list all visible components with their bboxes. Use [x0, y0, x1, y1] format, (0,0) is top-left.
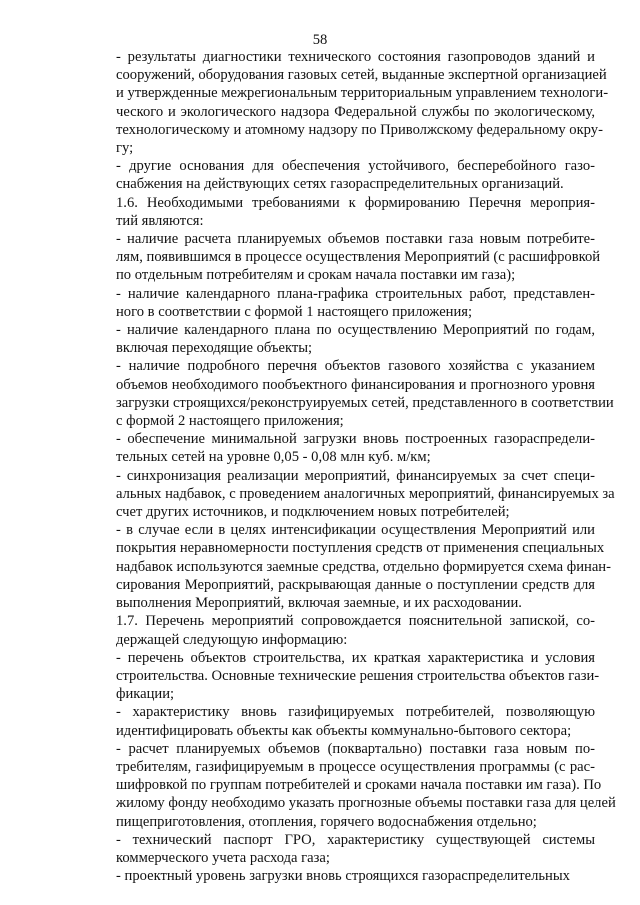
text-line: ческого и экологического надзора Федеральной службы по экологическому,	[116, 103, 595, 120]
paragraph	[79, 157, 595, 193]
text-line: тий являются:	[116, 212, 204, 229]
text-line: шифровкой по группам потребителей и сроками начала поставки им газа). По	[116, 777, 602, 794]
paragraph	[79, 703, 595, 739]
text-line: по отдельным потребителям и срокам начала поставки им газа);	[116, 267, 516, 284]
text-line: - наличие календарного плана по осуществлению Мероприятий по годам,	[116, 322, 595, 339]
text-line: - наличие подробного перечня объектов газового хозяйства с указанием	[116, 358, 595, 375]
text-line: держащей следующую информацию:	[116, 631, 348, 648]
text-line: ного в соответствии с формой 1 настоящего приложения;	[116, 303, 473, 320]
text-line: - синхронизация реализации мероприятий, финансируемых за счет специ-	[116, 467, 595, 484]
text-line: выполнения Мероприятий, включая заемные, и их расходовании.	[116, 595, 522, 612]
text-line: строительства. Основные технические решения строительства объектов гази-	[116, 667, 600, 684]
paragraph	[79, 612, 595, 648]
text-line: - результаты диагностики технического состояния газопроводов зданий и	[116, 49, 595, 65]
text-line: включая переходящие объекты;	[116, 340, 313, 357]
text-line: 1.6. Необходимыми требованиями к формированию Перечня мероприя-	[116, 194, 595, 211]
text-line: - обеспечение минимальной загрузки вновь построенных газораспредели-	[116, 431, 595, 448]
document-body	[79, 48, 616, 885]
paragraph	[79, 285, 595, 321]
text-line: коммерческого учета расхода газа;	[116, 849, 330, 866]
text-line: - другие основания для обеспечения устойчивого, бесперебойного газо-	[116, 158, 595, 175]
text-line: - наличие расчета планируемых объемов поставки газа новым потребите-	[116, 231, 595, 248]
text-line: - в случае если в целях интенсификации осуществления Мероприятий или	[116, 522, 595, 539]
paragraph	[79, 867, 595, 885]
text-line: загрузки строящихся/реконструируемых сетей, представленного в соответствии	[116, 394, 614, 411]
text-line: пищеприготовления, отопления, горячего водоснабжения отдельно;	[116, 813, 537, 830]
paragraph	[79, 521, 611, 612]
paragraph	[79, 831, 595, 867]
text-line: покрытия неравномерности поступления средств от применения специальных	[116, 540, 605, 557]
text-line: требителям, газифицируемым в процессе осуществления программы (с рас-	[116, 758, 595, 775]
text-line: фикации;	[116, 686, 175, 703]
text-line: - наличие календарного плана-графика строительных работ, представлен-	[116, 285, 595, 302]
text-line: снабжения на действующих сетях газораспределительных организаций.	[116, 176, 564, 193]
text-line: с формой 2 настоящего приложения;	[116, 413, 344, 430]
text-line: 1.7. Перечень мероприятий сопровождается пояснительной запиской, со-	[116, 613, 595, 630]
text-line: сирования Мероприятий, раскрывающая данные о поступлении средств для	[116, 576, 595, 593]
page-number: 58	[312, 32, 328, 48]
text-line: и утвержденные межрегиональным территориальным управлением технологи-	[116, 85, 609, 102]
paragraph	[79, 321, 595, 357]
text-line: сооружений, оборудования газовых сетей, выданные экспертной организацией	[116, 67, 607, 84]
text-line: идентифицировать объекты как объекты коммунально-бытового сектора;	[116, 722, 572, 739]
paragraph	[79, 357, 614, 430]
paragraph	[79, 430, 595, 466]
text-line: надбавок используются заемные средства, отдельно формируется схема финан-	[116, 558, 611, 575]
text-line: - характеристику вновь газифицируемых потребителей, позволяющую	[116, 704, 595, 721]
text-line: - расчет планируемых объемов (поквартально) поставки газа новым по-	[116, 740, 595, 757]
text-line: - технический паспорт ГРО, характеристику существующей системы	[116, 831, 595, 848]
text-line: лям, появившимся в процессе осуществления Мероприятий (с расшифровкой	[116, 249, 601, 266]
text-line: объемов необходимого пообъектного финансирования и прогнозного уровня	[116, 376, 595, 393]
text-line: технологическому и атомному надзору по Приволжскому федеральному окру-	[116, 121, 603, 138]
paragraph	[79, 230, 601, 285]
paragraph	[79, 467, 615, 522]
text-line: тельных сетей на уровне 0,05 - 0,08 млн куб. м/км;	[116, 449, 431, 466]
paragraph	[79, 740, 616, 831]
text-line: гу;	[116, 140, 134, 157]
text-line: - перечень объектов строительства, их краткая характеристика и условия	[116, 649, 595, 666]
text-line: - проектный уровень загрузки вновь строящихся газораспределительных	[116, 868, 570, 885]
text-line: жилому фонду необходимо указать прогнозные объемы поставки газа для целей	[116, 795, 616, 812]
paragraph	[79, 194, 595, 230]
text-line: счет других источников, и подключением новых потребителей;	[116, 504, 510, 521]
text-line: альных надбавок, с проведением аналогичных мероприятий, финансируемых за	[116, 485, 615, 502]
paragraph	[79, 649, 600, 704]
paragraph	[79, 48, 609, 157]
